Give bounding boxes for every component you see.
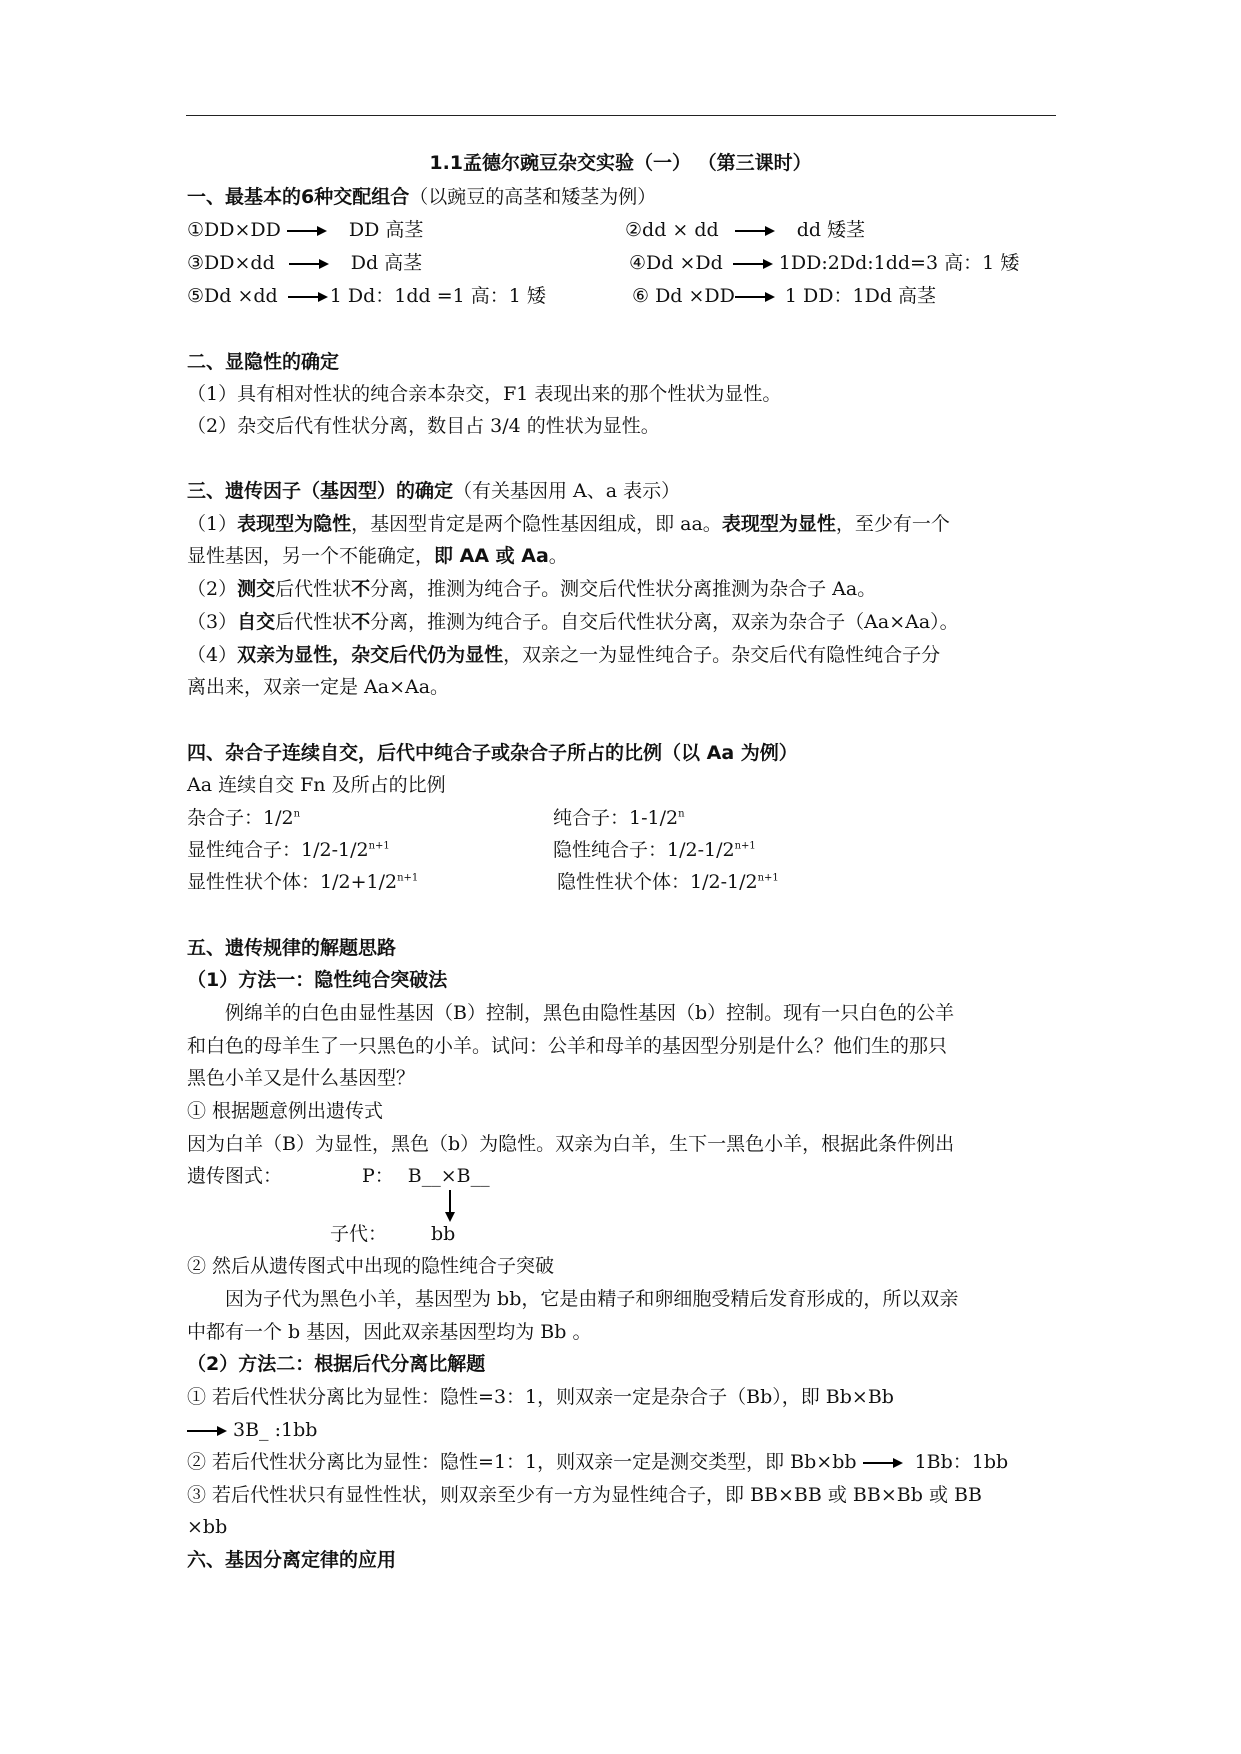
text: 纯合子：1-1/2 — [553, 807, 679, 829]
cross-6-lhs: ⑥ Dd ×DD — [632, 285, 735, 307]
example-line-2: 和白色的母羊生了一只黑色的小羊。试问：公羊和母羊的基因型分别是什么？他们生的那只 — [187, 1035, 948, 1057]
text: （1） — [187, 513, 238, 535]
section-2-line-2: （2）杂交后代有性状分离，数目占 3/4 的性状为显性。 — [187, 415, 660, 437]
cross-1-lhs: ①DD×DD — [187, 219, 281, 241]
text: （3） — [187, 611, 238, 633]
parent-genotypes: B__×B__ — [407, 1165, 490, 1187]
method-1-heading: （1）方法一：隐性纯合突破法 — [187, 969, 448, 991]
section-5-heading: 五、遗传规律的解题思路 — [187, 937, 397, 959]
text: 1Bb：1bb — [914, 1451, 1009, 1473]
text: ，基因型肯定是两个隐性基因组成，即 aa。 — [351, 513, 722, 535]
text: 分离，推测为纯合子。测交后代性状分离推测为杂合子 Aa。 — [370, 578, 877, 600]
rule-3: ③ 若后代性状只有显性性状，则双亲至少有一方为显性纯合子，即 BB×BB 或 BB×Bb 或 BB — [187, 1484, 982, 1506]
cross-3-lhs: ③DD×dd — [187, 252, 275, 274]
dominant-individual-ratio — [187, 869, 418, 895]
superscript: n+1 — [757, 872, 779, 884]
bold-text: 表现型为显性 — [721, 513, 836, 535]
text: 隐性性状个体：1/2-1/2 — [557, 871, 758, 893]
cross-2-lhs: ②dd × dd — [625, 219, 719, 241]
text: ，双亲之一为显性纯合子。杂交后代有隐性纯合子分 — [503, 644, 941, 666]
cross-5-lhs: ⑤Dd ×dd — [187, 285, 278, 307]
arrow-down-icon — [449, 1190, 451, 1220]
cross-6-rhs: 1 DD：1Dd 高茎 — [784, 285, 937, 307]
section-3-para-4 — [187, 642, 940, 668]
example-line-3: 黑色小羊又是什么基因型？ — [187, 1067, 416, 1089]
cross-5 — [187, 283, 546, 309]
method-2-heading: （2）方法二：根据后代分离比解题 — [187, 1353, 486, 1375]
section-3-para-4b: 离出来，双亲一定是 Aa×Aa。 — [187, 676, 450, 698]
text: 显性性状个体：1/2+1/2 — [187, 871, 398, 893]
text: 后代性状 — [275, 611, 352, 633]
cross-2-rhs: dd 矮茎 — [796, 219, 866, 241]
text: 3B_ :1bb — [233, 1419, 318, 1441]
section-2-line-1: （1）具有相对性状的纯合亲本杂交，F1 表现出来的那个性状为显性。 — [187, 383, 782, 405]
section-1-note: （以豌豆的高茎和矮茎为例） — [409, 186, 657, 208]
section-1-title: 一、最基本的6种交配组合 — [187, 186, 410, 208]
cross-4-rhs: 1DD:2Dd:1dd=3 高：1 矮 — [778, 252, 1020, 274]
header-rule — [186, 115, 1056, 116]
cross-2 — [625, 217, 865, 243]
step-2: ② 然后从遗传图式中出现的隐性纯合子突破 — [187, 1255, 555, 1277]
step-2-text-a: 因为子代为黑色小羊，基因型为 bb，它是由精子和卵细胞受精后发育形成的，所以双亲 — [225, 1288, 959, 1310]
cross-1 — [187, 217, 423, 243]
bold-text: 表现型为隐性 — [237, 513, 352, 535]
text: 分离，推测为纯合子。自交后代性状分离，双亲为杂合子（Aa×Aa）。 — [370, 611, 959, 633]
arrow-right-icon — [289, 259, 329, 269]
text: 杂合子：1/2 — [187, 807, 294, 829]
arrow-right-icon — [733, 259, 773, 269]
superscript: n+1 — [734, 840, 756, 852]
section-3-para-1b — [187, 543, 568, 569]
dominant-homozygote-ratio — [187, 837, 390, 863]
bold-text: 不 — [351, 611, 371, 633]
section-3-para-1 — [187, 511, 950, 537]
section-6-heading: 六、基因分离定律的应用 — [187, 1549, 397, 1571]
text: （2） — [187, 578, 238, 600]
parent-label: P： — [362, 1165, 394, 1187]
example-line-1: 例绵羊的白色由显性基因（B）控制，黑色由隐性基因（b）控制。现有一只白色的公羊 — [225, 1002, 955, 1024]
arrow-right-icon — [287, 226, 327, 236]
bold-text: 不 — [351, 578, 371, 600]
cross-3-rhs: Dd 高茎 — [350, 252, 423, 274]
section-3-note: （有关基因用 A、a 表示） — [453, 480, 681, 502]
cross-4-lhs: ④Dd ×Dd — [629, 252, 723, 274]
section-4-intro: Aa 连续自交 Fn 及所占的比例 — [187, 774, 446, 796]
arrow-right-icon — [735, 292, 775, 302]
text: 隐性纯合子：1/2-1/2 — [553, 839, 735, 861]
cross-4 — [629, 250, 1019, 276]
section-3-title: 三、遗传因子（基因型）的确定 — [187, 480, 454, 502]
superscript: n+1 — [397, 872, 419, 884]
offspring — [330, 1221, 455, 1247]
step-1-text-a: 因为白羊（B）为显性，黑色（b）为隐性。双亲为白羊，生下一黑色小羊，根据此条件例出 — [187, 1133, 955, 1155]
cross-6 — [632, 283, 936, 309]
step-1-text-b: 遗传图式： — [187, 1165, 283, 1187]
text: 。 — [548, 545, 568, 567]
superscript: n+1 — [368, 840, 390, 852]
section-4-heading: 四、杂合子连续自交，后代中纯合子或杂合子所占的比例（以 Aa 为例） — [187, 742, 798, 764]
heterozygote-ratio — [187, 805, 300, 831]
offspring-genotype: bb — [431, 1223, 456, 1245]
text: ② 若后代性状分离比为显性：隐性=1：1，则双亲一定是测交类型，即 Bb×bb — [187, 1451, 857, 1473]
text: 显性基因，另一个不能确定， — [187, 545, 435, 567]
rule-1: ① 若后代性状分离比为显性：隐性=3：1，则双亲一定是杂合子（Bb），即 Bb×Bb — [187, 1386, 894, 1408]
arrow-right-icon — [288, 292, 328, 302]
bold-text: 自交 — [237, 611, 276, 633]
text: ，至少有一个 — [835, 513, 950, 535]
cross-5-rhs: 1 Dd：1dd =1 高：1 矮 — [329, 285, 546, 307]
step-1: ① 根据题意例出遗传式 — [187, 1100, 384, 1122]
arrow-right-icon — [187, 1426, 227, 1436]
section-3-para-3 — [187, 609, 959, 635]
step-2-text-b: 中都有一个 b 基因，因此双亲基因型均为 Bb 。 — [187, 1321, 592, 1343]
offspring-label: 子代： — [330, 1223, 388, 1245]
recessive-homozygote-ratio — [553, 837, 756, 863]
bold-text: 即 AA 或 Aa — [434, 545, 549, 567]
text: （4） — [187, 644, 238, 666]
bold-text: 测交 — [237, 578, 276, 600]
superscript: n — [293, 808, 301, 820]
recessive-individual-ratio — [557, 869, 779, 895]
text: 显性纯合子：1/2-1/2 — [187, 839, 369, 861]
section-1-heading — [187, 184, 656, 210]
arrow-right-icon — [735, 226, 775, 236]
parent-cross — [362, 1163, 490, 1189]
rule-3-cont: ×bb — [187, 1516, 228, 1538]
homozygote-ratio — [553, 805, 685, 831]
bold-text: 双亲为显性，杂交后代仍为显性 — [237, 644, 504, 666]
rule-2 — [187, 1449, 1008, 1475]
cross-3 — [187, 250, 422, 276]
text: 后代性状 — [275, 578, 352, 600]
rule-1-result — [187, 1417, 317, 1443]
section-2-heading: 二、显隐性的确定 — [187, 351, 340, 373]
cross-1-rhs: DD 高茎 — [348, 219, 424, 241]
page-title: 1.1孟德尔豌豆杂交实验（一） （第三课时） — [429, 152, 812, 174]
superscript: n — [678, 808, 685, 820]
section-3-para-2 — [187, 576, 876, 602]
arrow-right-icon — [863, 1458, 903, 1468]
section-3-heading — [187, 478, 680, 504]
